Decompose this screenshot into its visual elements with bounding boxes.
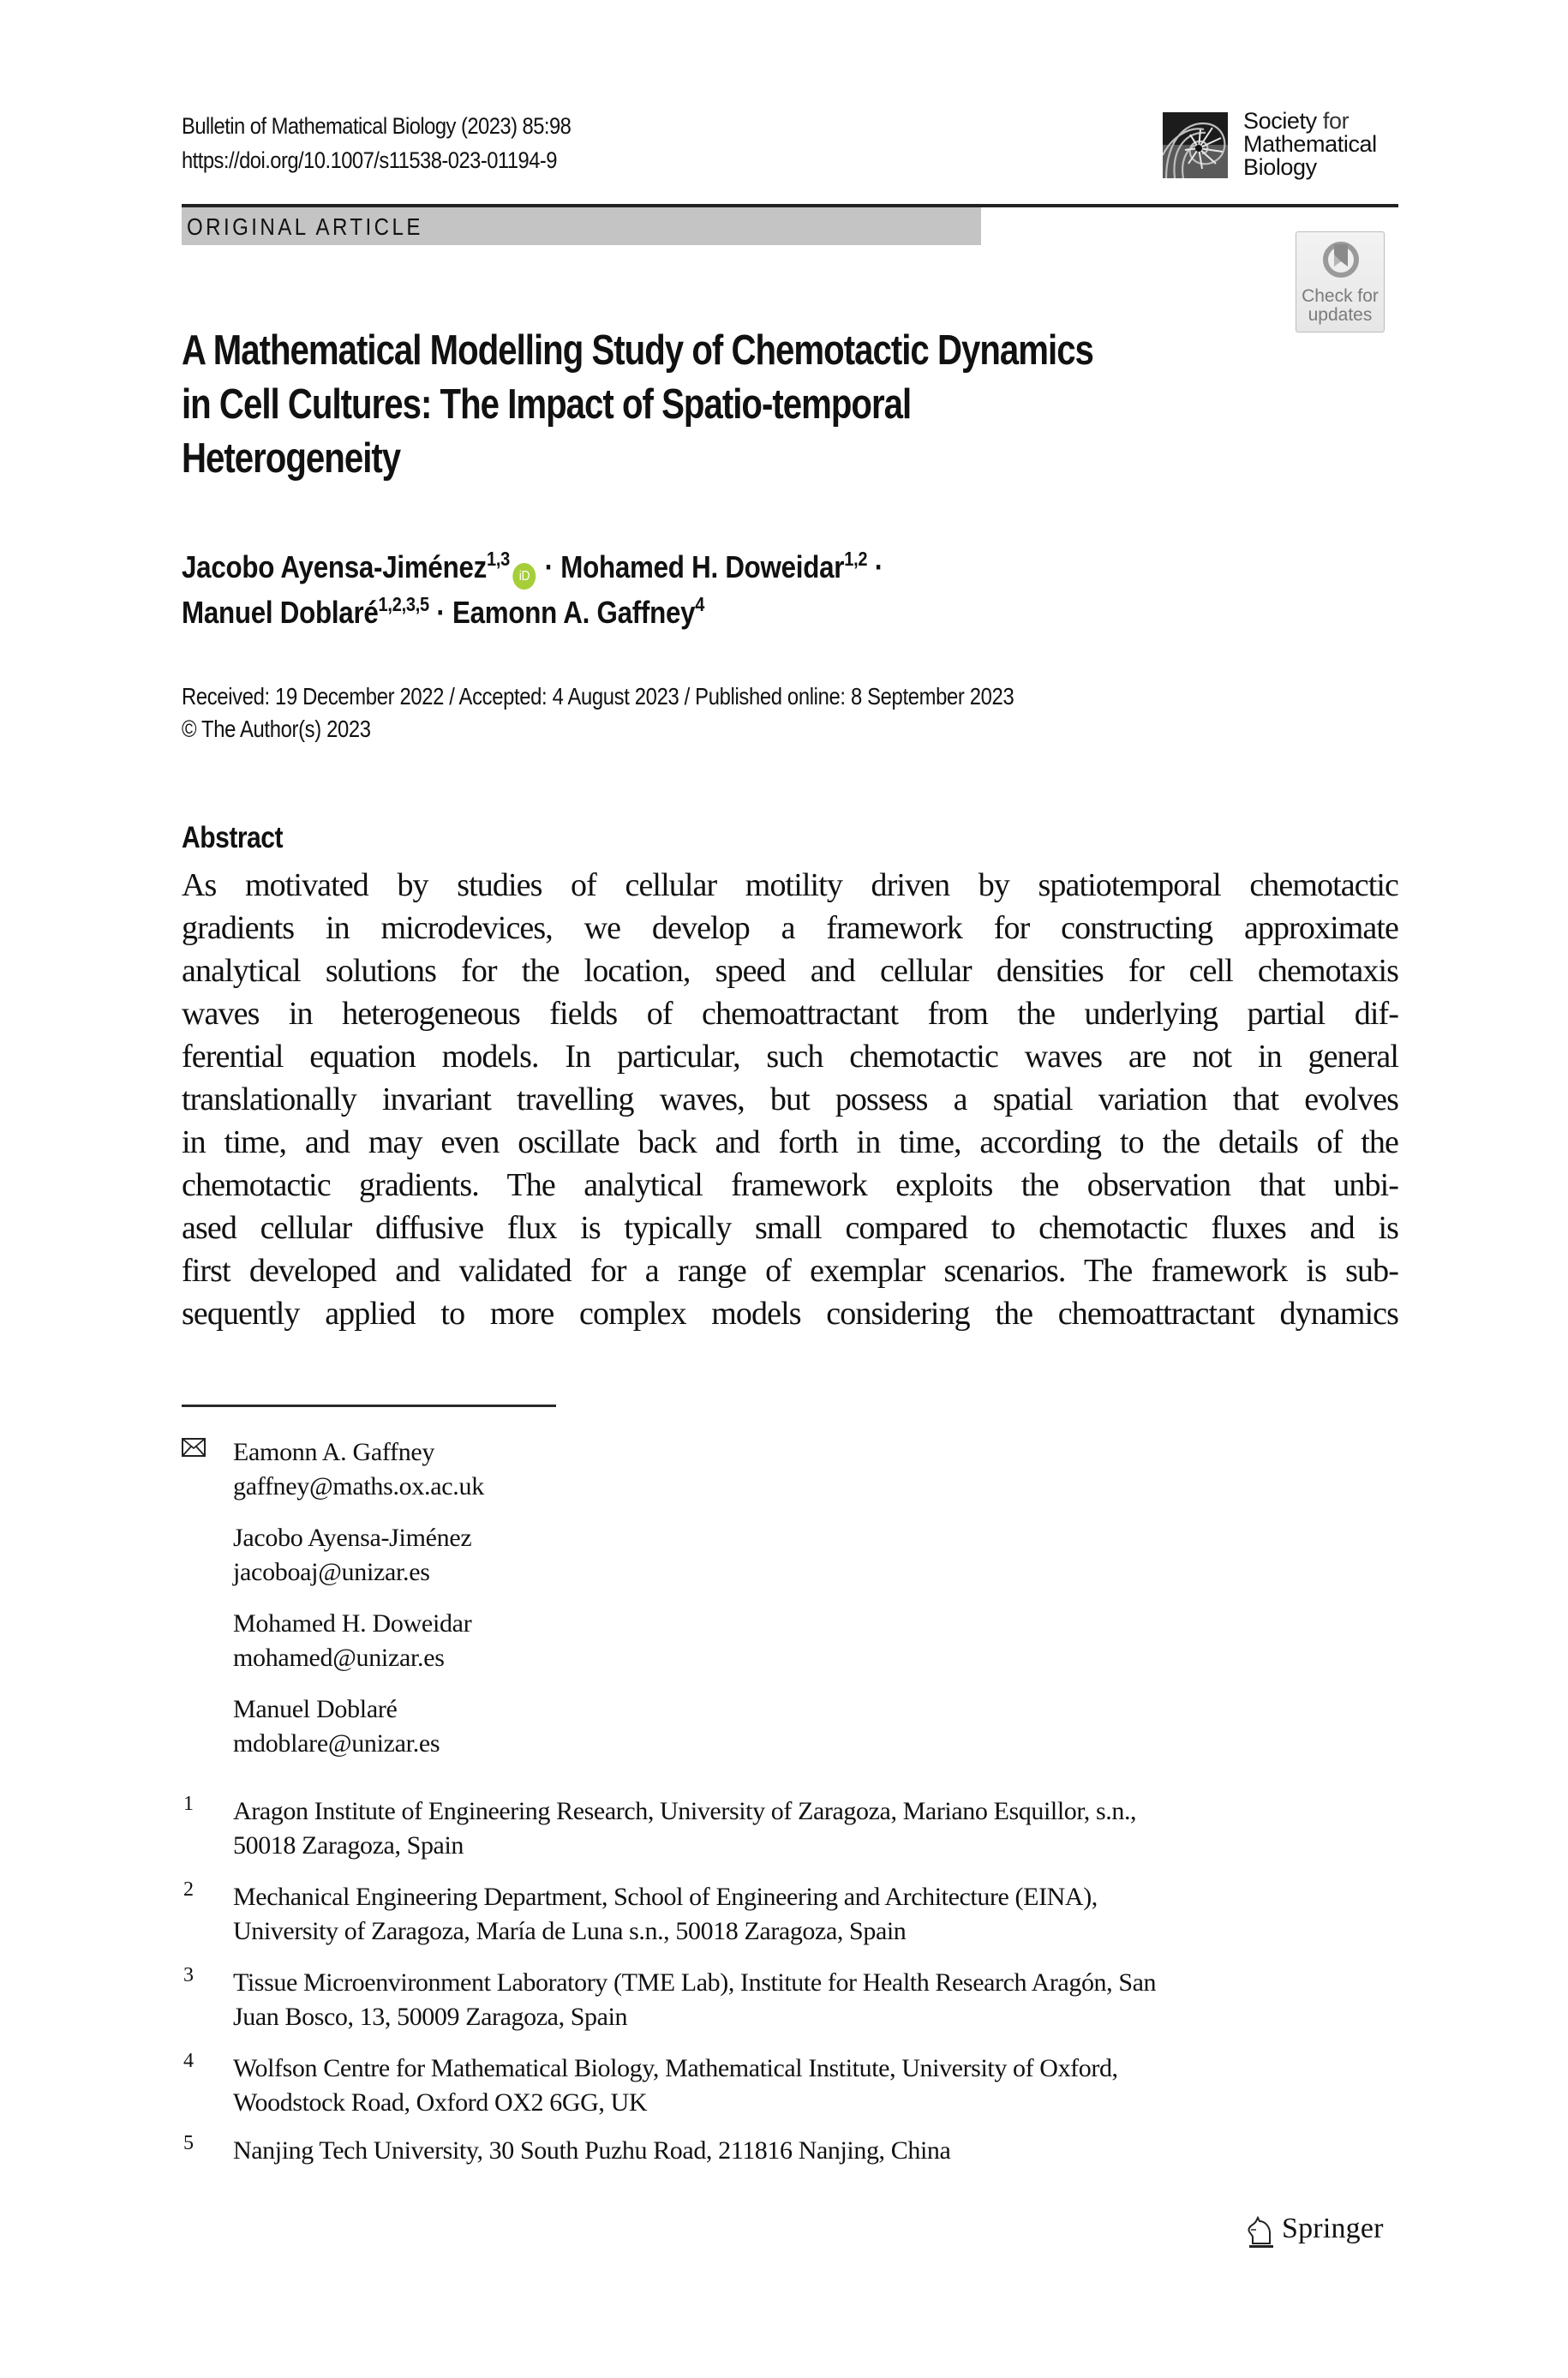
abstract-heading: Abstract [182,821,283,854]
contact-email[interactable]: gaffney@maths.ox.ac.uk [233,1472,484,1500]
author-name[interactable]: Mohamed H. Doweidar [560,549,845,584]
title-line: in Cell Cultures: The Impact of Spatio-temporal [182,381,912,428]
author-separator: · [874,549,883,584]
check-for-updates-button[interactable] [1296,231,1385,332]
contact-email[interactable]: mdoblare@unizar.es [233,1729,440,1758]
orcid-icon[interactable]: iD [513,563,536,590]
author-name[interactable]: Eamonn A. Gaffney [452,595,696,630]
society-line-3: Biology [1243,154,1317,180]
society-for-word: for [1316,108,1350,134]
affiliation [233,1966,1156,2034]
paper-title [182,324,1165,486]
abstract-line: gradients in microdevices, we develop a framework for constructing approximate [182,910,1398,946]
contact-email[interactable]: mohamed@unizar.es [233,1644,445,1672]
springer-horse-icon [1244,2214,1278,2249]
society-line-2: Mathematical [1243,131,1377,157]
abstract-line: analytical solutions for the location, speed and cellular densities for cell chemotaxis [182,953,1398,989]
abstract-line: waves in heterogeneous fields of chemoattractant from the underlying partial dif- [182,996,1398,1032]
copyright-notice: © The Author(s) 2023 [182,716,371,742]
author-name[interactable]: Jacobo Ayensa-Jiménez [182,549,488,584]
affiliation-line: Nanjing Tech University, 30 South Puzhu Road, 211816 Nanjing, China [233,2136,951,2165]
affiliation [233,2052,1118,2120]
footnote-rule [182,1405,556,1407]
contact-name: Jacobo Ayensa-Jiménez [233,1524,472,1552]
abstract-line: ferential equation models. In particular, such chemotactic waves are not in general [182,1039,1398,1075]
abstract-line: translationally invariant travelling waves, but possess a spatial variation that evolves [182,1081,1398,1117]
nautilus-shell-icon [1163,112,1228,178]
publisher-name: Springer [1282,2213,1384,2244]
contact-email[interactable]: jacoboaj@unizar.es [233,1558,430,1586]
updates-label: updates [1308,305,1373,325]
author-affiliation-marks: 1,2 [844,548,868,570]
society-word: Society [1243,108,1317,134]
abstract-body [182,864,1398,1335]
publication-dates [182,680,1014,746]
affiliation-line: Woodstock Road, Oxford OX2 6GG, UK [233,2088,648,2117]
title-line: Heterogeneity [182,435,401,482]
abstract-line: As motivated by studies of cellular motility driven by spatiotemporal chemotactic [182,867,1398,903]
abstract-line: chemotactic gradients. The analytical framework exploits the observation that unbi- [182,1167,1398,1203]
contact-name: Mohamed H. Doweidar [233,1609,472,1638]
affiliation [233,2134,950,2168]
author-separator: · [544,549,554,584]
affiliation-number: 1 [183,1793,194,1815]
affiliation-line: 50018 Zaragoza, Spain [233,1831,464,1860]
author-separator: · [436,595,446,630]
abstract-line: sequently applied to more complex models considering the chemoattractant dynamics [182,1296,1398,1332]
author-contact [233,1521,471,1590]
society-logo-text [1243,110,1377,179]
envelope-icon [182,1438,206,1457]
affiliation-number: 2 [183,1878,194,1901]
author-list [182,544,883,635]
author-name[interactable]: Manuel Doblaré [182,595,379,630]
abstract-line: ased cellular diffusive flux is typically small compared to chemotactic fluxes and is [182,1210,1398,1246]
affiliation-number: 5 [183,2132,194,2154]
history-dates: Received: 19 December 2022 / Accepted: 4 August 2023 / Published online: 8 September 2023 [182,683,1014,710]
corresponding-author-contact [233,1435,484,1504]
title-line: A Mathematical Modelling Study of Chemotactic Dynamics [182,327,1093,374]
abstract-line: first developed and validated for a range of exemplar scenarios. The framework is sub- [182,1253,1398,1289]
affiliation [233,1794,1136,1863]
author-contact [233,1692,440,1761]
article-type-label: ORIGINAL ARTICLE [187,213,423,240]
affiliation-line: Tissue Microenvironment Laboratory (TME Lab), Institute for Health Research Aragón, San [233,1968,1157,1997]
author-contact [233,1607,471,1675]
doi-link[interactable]: https://doi.org/10.1007/s11538-023-01194-9 [182,147,557,173]
author-affiliation-marks: 1,2,3,5 [378,593,429,615]
author-affiliation-marks: 1,3 [487,548,511,570]
journal-citation: Bulletin of Mathematical Biology (2023) 85:98 [182,113,572,139]
affiliation-line: Mechanical Engineering Department, School of Engineering and Architecture (EINA), [233,1883,1098,1911]
bookmark-ring-icon [1322,241,1360,284]
affiliation-number: 3 [183,1964,194,1986]
author-affiliation-marks: 4 [695,593,705,615]
affiliation-line: Wolfson Centre for Mathematical Biology, Mathematical Institute, University of Oxford, [233,2054,1118,2082]
affiliation-line: Aragon Institute of Engineering Research, University of Zaragoza, Mariano Esquillor, s.n., [233,1797,1137,1825]
check-for-label: Check for [1302,286,1379,306]
contact-name: Eamonn A. Gaffney [233,1438,435,1466]
affiliation [233,1880,1098,1949]
affiliation-number: 4 [183,2050,194,2072]
contact-name: Manuel Doblaré [233,1695,398,1723]
abstract-line: in time, and may even oscillate back and forth in time, according to the details of the [182,1124,1398,1160]
affiliation-line: Juan Bosco, 13, 50009 Zaragoza, Spain [233,2003,628,2031]
affiliation-line: University of Zaragoza, María de Luna s.n., 50018 Zaragoza, Spain [233,1917,907,1945]
